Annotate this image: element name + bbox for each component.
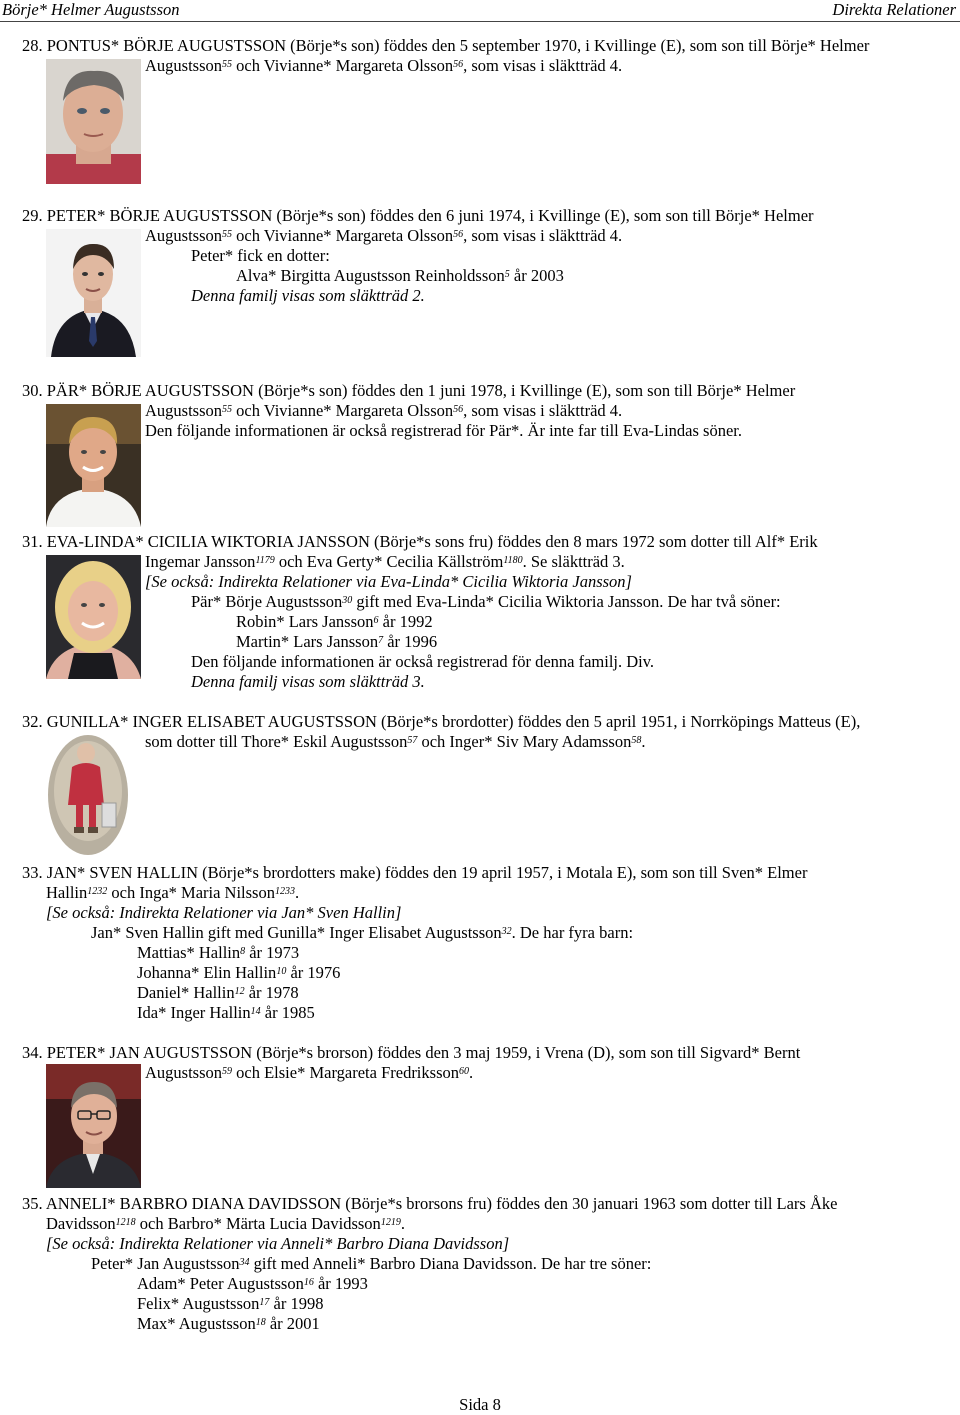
ref-number: 6 <box>373 615 379 626</box>
text: . <box>469 1063 474 1082</box>
entry-33-marriage <box>91 923 633 943</box>
entry-heading: PETER* JAN AUGUSTSSON (Börje*s brorson) föddes den 3 maj 1959, i Vrena (D), som son till Sigvard* Bernt <box>46 1043 801 1062</box>
entry-number: 32. <box>22 712 43 731</box>
text: , som visas i släktträd 4. <box>463 226 623 245</box>
ref-number: 56 <box>453 59 464 70</box>
entry-number: 33. <box>22 863 43 882</box>
entry-33-child-2 <box>137 963 340 983</box>
ref-number: 32 <box>501 926 512 937</box>
photo-child-gunilla <box>46 733 141 858</box>
ref-number: 1179 <box>255 555 275 566</box>
ref-number: 56 <box>453 404 464 415</box>
ref-number: 60 <box>459 1066 469 1077</box>
text: , som visas i släktträd 4. <box>463 401 623 420</box>
entry-30-line-2 <box>145 401 622 421</box>
text: . <box>641 732 646 751</box>
ref-number: 10 <box>276 966 287 977</box>
entry-32-line-2 <box>145 732 645 752</box>
entry-33-child-4 <box>137 1003 315 1023</box>
text: och Elsie* Margareta Fredriksson <box>232 1063 459 1082</box>
ref-number: 1219 <box>380 1217 401 1228</box>
page-number: Sida 8 <box>459 1395 501 1414</box>
text: Peter* Jan Augustsson <box>91 1254 240 1273</box>
entry-heading: PONTUS* BÖRJE AUGUSTSSON (Börje*s son) föddes den 5 september 1970, i Kvillinge (E), som son till Börje* Helmer <box>46 36 870 55</box>
ref-number: 12 <box>234 986 245 997</box>
entry-35-child-1 <box>137 1274 368 1294</box>
entry-heading: PÄR* BÖRJE AUGUSTSSON (Börje*s son) föddes den 1 juni 1978, i Kvillinge (E), som son till Börje* Helmer <box>46 381 796 400</box>
text: . <box>400 1214 405 1233</box>
entry-heading: JAN* SVEN HALLIN (Börje*s brordotters make) föddes den 19 april 1957, i Motala E), som son till Sven* Elmer <box>46 863 808 882</box>
entry-30-line-3: Den följande informationen är också registrerad för Pär*. Är inte far till Eva-Lindas söner. <box>145 421 742 440</box>
entry-31-line-2 <box>145 552 625 572</box>
entry-28-line-2 <box>145 56 622 76</box>
text: , som visas i släktträd 4. <box>463 56 623 75</box>
text: Felix* Augustsson <box>137 1294 260 1313</box>
entry-heading: GUNILLA* INGER ELISABET AUGUSTSSON (Börje*s brordotter) föddes den 5 april 1951, i Norrköpings Matteus (E), <box>46 712 861 731</box>
ref-number: 14 <box>250 1006 261 1017</box>
ref-number: 57 <box>407 735 418 746</box>
entry-33-child-3 <box>137 983 299 1003</box>
entry-30-line-1 <box>22 381 795 401</box>
entry-31-line-1 <box>22 532 818 552</box>
ref-number: 56 <box>453 229 464 240</box>
entry-35-child-2 <box>137 1294 323 1314</box>
entry-29-line-2 <box>145 226 622 246</box>
entry-heading: ANNELI* BARBRO DIANA DAVIDSSON (Börje*s brorsons fru) föddes den 30 januari 1963 som dotter till Lars Åke <box>45 1194 838 1213</box>
entry-34-line-2 <box>145 1063 473 1083</box>
text: Ida* Inger Hallin <box>137 1003 251 1022</box>
header-divider <box>0 21 960 22</box>
see-also-link: [Se också: Indirekta Relationer via Anneli* Barbro Diana Davidsson] <box>46 1234 510 1253</box>
text: Ingemar Jansson <box>145 552 256 571</box>
ref-number: 34 <box>239 1257 250 1268</box>
text: Pär* Börje Augustsson <box>191 592 343 611</box>
entry-29-tree-note: Denna familj visas som släktträd 2. <box>191 286 425 305</box>
ref-number: 1218 <box>115 1217 136 1228</box>
ref-number: 7 <box>378 635 384 646</box>
entry-33-child-1 <box>137 943 299 963</box>
entry-34-line-1 <box>22 1043 800 1063</box>
entry-number: 31. <box>22 532 43 551</box>
portrait-photo-peter-jan <box>46 1064 141 1188</box>
entry-29-child <box>236 266 564 286</box>
text: år 1992 <box>378 612 433 631</box>
text: och Vivianne* Margareta Olsson <box>232 56 454 75</box>
entry-31-tree-note: Denna familj visas som släktträd 3. <box>191 672 425 691</box>
ref-number: 59 <box>222 1066 233 1077</box>
entry-number: 34. <box>22 1043 43 1062</box>
entry-31-note: Den följande informationen är också registrerad för denna familj. Div. <box>191 652 655 671</box>
text: Johanna* Elin Hallin <box>137 963 277 982</box>
entry-number: 30. <box>22 381 43 400</box>
text: Alva* Birgitta Augustsson Reinholdsson <box>236 266 505 285</box>
entry-number: 28. <box>22 36 43 55</box>
entry-number: 29. <box>22 206 43 225</box>
entry-heading: PETER* BÖRJE AUGUSTSSON (Börje*s son) föddes den 6 juni 1974, i Kvillinge (E), som son till Börje* Helmer <box>46 206 814 225</box>
text: gift med Eva-Linda* Cicilia Wiktoria Jansson. De har två söner: <box>352 592 781 611</box>
text: år 1996 <box>383 632 438 651</box>
text: år 1998 <box>269 1294 324 1313</box>
text: Mattias* Hallin <box>137 943 241 962</box>
portrait-photo-par <box>46 404 141 527</box>
text: Augustsson <box>145 401 223 420</box>
text: och Barbro* Märta Lucia Davidsson <box>135 1214 381 1233</box>
ref-number: 8 <box>240 946 246 957</box>
page-header-title: Börje* Helmer Augustsson <box>2 0 180 19</box>
page-header-section: Direkta Relationer <box>832 0 956 19</box>
entry-32-line-1 <box>22 712 860 732</box>
text: år 2003 <box>509 266 564 285</box>
entry-heading: EVA-LINDA* CICILIA WIKTORIA JANSSON (Börje*s sons fru) föddes den 8 mars 1972 som dotter till Alf* Erik <box>46 532 818 551</box>
text: och Inger* Siv Mary Adamsson <box>417 732 632 751</box>
ref-number: 16 <box>303 1277 314 1288</box>
text: Davidsson <box>46 1214 116 1233</box>
ref-number: 1232 <box>87 886 108 897</box>
text: och Eva Gerty* Cecilia Källström <box>274 552 504 571</box>
text: och Vivianne* Margareta Olsson <box>232 401 454 420</box>
ref-number: 1180 <box>503 555 523 566</box>
entry-29-line-3: Peter* fick en dotter: <box>191 246 330 265</box>
text: som dotter till Thore* Eskil Augustsson <box>145 732 408 751</box>
entry-35-child-3 <box>137 1314 320 1334</box>
entry-33-line-2 <box>46 883 299 903</box>
entry-33-line-1 <box>22 863 807 883</box>
text: . <box>294 883 300 902</box>
entry-31-child-1 <box>236 612 433 632</box>
text: år 1993 <box>313 1274 368 1293</box>
entry-31-child-2 <box>236 632 437 652</box>
text: . De har fyra barn: <box>511 923 634 942</box>
text: Daniel* Hallin <box>137 983 235 1002</box>
portrait-photo-peter <box>46 229 141 357</box>
text: Augustsson <box>145 56 223 75</box>
ref-number: 58 <box>631 735 642 746</box>
text: Max* Augustsson <box>137 1314 256 1333</box>
text: Augustsson <box>145 1063 223 1082</box>
see-also-link: [Se också: Indirekta Relationer via Eva-Linda* Cicilia Wiktoria Jansson] <box>145 572 632 591</box>
text: år 1978 <box>244 983 299 1002</box>
text: år 2001 <box>265 1314 320 1333</box>
portrait-photo-pontus <box>46 59 141 184</box>
entry-28-line-1 <box>22 36 869 56</box>
portrait-photo-eva-linda <box>46 555 141 679</box>
text: Hallin <box>46 883 88 902</box>
ref-number: 1233 <box>274 886 295 897</box>
entry-35-line-1 <box>22 1194 837 1214</box>
text: Jan* Sven Hallin gift med Gunilla* Inger Elisabet Augustsson <box>91 923 502 942</box>
text: gift med Anneli* Barbro Diana Davidsson. De har tre söner: <box>249 1254 652 1273</box>
ref-number: 55 <box>222 229 233 240</box>
ref-number: 5 <box>504 269 510 280</box>
text: Martin* Lars Jansson <box>236 632 379 651</box>
text: Augustsson <box>145 226 223 245</box>
text: år 1973 <box>245 943 300 962</box>
text: . Se släktträd 3. <box>522 552 625 571</box>
entry-35-line-2 <box>46 1214 405 1234</box>
see-also-link: [Se också: Indirekta Relationer via Jan* Sven Hallin] <box>46 903 402 922</box>
entry-29-line-1 <box>22 206 814 226</box>
entry-35-marriage <box>91 1254 651 1274</box>
text: år 1985 <box>260 1003 315 1022</box>
text: år 1976 <box>286 963 341 982</box>
ref-number: 55 <box>222 404 233 415</box>
ref-number: 30 <box>342 595 353 606</box>
ref-number: 55 <box>222 59 233 70</box>
text: och Inga* Maria Nilsson <box>107 883 275 902</box>
ref-number: 18 <box>255 1317 266 1328</box>
text: Robin* Lars Jansson <box>236 612 374 631</box>
ref-number: 17 <box>259 1297 270 1308</box>
entry-31-marriage <box>191 592 781 612</box>
text: och Vivianne* Margareta Olsson <box>232 226 454 245</box>
text: Adam* Peter Augustsson <box>137 1274 304 1293</box>
entry-number: 35. <box>22 1194 43 1213</box>
